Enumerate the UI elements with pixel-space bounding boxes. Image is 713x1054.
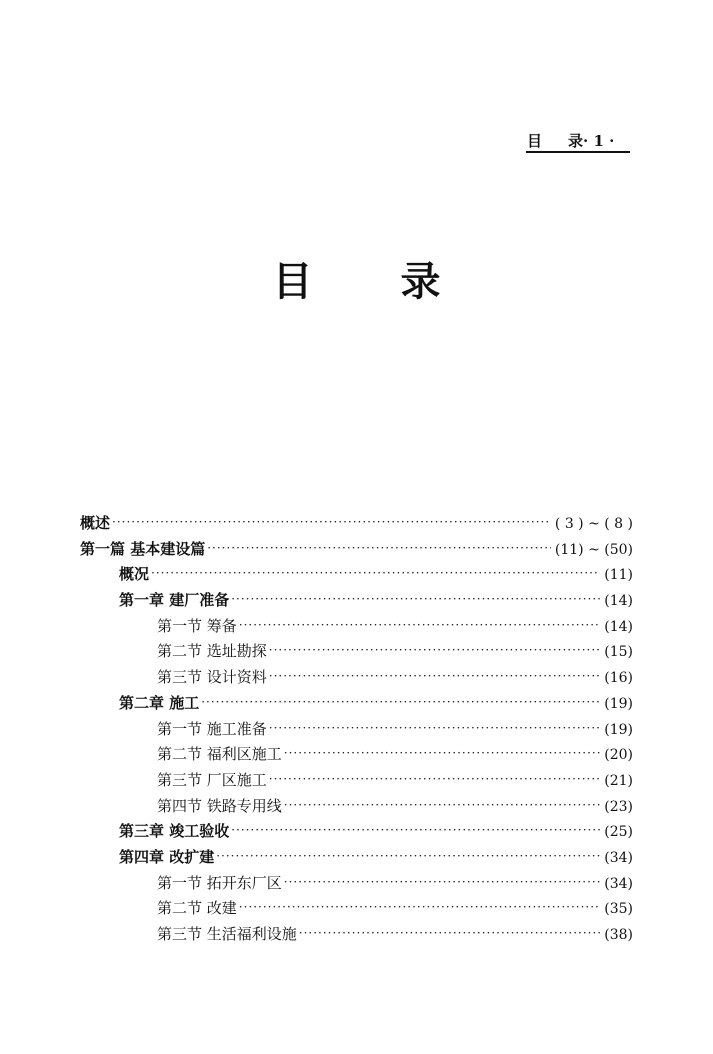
toc-entry[interactable] — [80, 897, 633, 923]
toc-entry-pages: (14) — [604, 618, 633, 635]
toc-leader-dots — [269, 769, 600, 784]
toc-entry-label: 概述 — [80, 514, 111, 532]
toc-entry-pages: (19) — [604, 721, 633, 738]
toc-entry-pages: (38) — [604, 927, 633, 943]
toc-leader-dots — [216, 846, 600, 861]
toc-entry-pages: (19) — [604, 695, 633, 712]
toc-entry-label: 第二节 改建 — [157, 899, 237, 918]
toc-entry-pages: (14) — [604, 593, 633, 610]
page-title — [0, 250, 713, 307]
toc-entry[interactable] — [80, 615, 633, 641]
toc-entry-pages: (34) — [604, 875, 633, 892]
header-rule — [526, 151, 630, 153]
toc-entry-pages: ( 3 ) ~ ( 8 ) — [554, 516, 633, 532]
running-page-number: · 1 · — [583, 132, 615, 150]
toc-entry[interactable] — [80, 923, 633, 949]
toc-entry[interactable] — [80, 640, 633, 666]
toc-entry-pages: (11) — [604, 567, 633, 584]
toc-leader-dots — [269, 718, 600, 733]
page-title-char1: 目 — [272, 259, 313, 305]
toc-entry[interactable] — [80, 512, 633, 538]
toc-entry[interactable] — [80, 846, 633, 872]
toc-entry-label: 第一节 施工准备 — [157, 719, 267, 738]
toc-leader-dots — [239, 897, 600, 912]
toc-leader-dots — [231, 589, 600, 604]
toc-leader-dots — [269, 640, 600, 655]
toc-leader-dots — [284, 872, 600, 887]
toc-entry[interactable] — [80, 666, 633, 692]
toc-entry-pages: (16) — [604, 670, 633, 687]
toc-entry-label: 第三节 设计资料 — [157, 668, 267, 687]
toc-leader-dots — [151, 563, 600, 578]
toc-entry-pages: (11) ~ (50) — [554, 541, 633, 558]
toc-entry[interactable] — [80, 589, 633, 615]
running-title-char1: 目 — [527, 132, 543, 150]
toc-leader-dots — [299, 923, 600, 938]
toc-entry-label: 第四章 改扩建 — [119, 847, 215, 866]
toc-entry[interactable] — [80, 820, 633, 846]
toc-entry-pages: (23) — [604, 798, 633, 815]
toc-entry-label: 第一篇 基本建设篇 — [80, 539, 206, 558]
toc-entry-label: 第四节 铁路专用线 — [157, 796, 282, 815]
toc-entry-label: 第三节 厂区施工 — [157, 770, 267, 789]
toc-entry-pages: (34) — [604, 849, 633, 866]
running-header — [527, 130, 614, 151]
toc-entry[interactable] — [80, 692, 633, 718]
toc-entry-label: 第三节 生活福利设施 — [157, 925, 297, 943]
toc-leader-dots — [231, 820, 600, 835]
toc-entry[interactable] — [80, 743, 633, 769]
toc-entry[interactable] — [80, 795, 633, 821]
toc-entry[interactable] — [80, 538, 633, 564]
toc-entry-label: 第二节 福利区施工 — [157, 745, 282, 764]
toc-entry-pages: (21) — [604, 772, 633, 789]
toc-entry-pages: (25) — [604, 824, 633, 841]
toc-entry[interactable] — [80, 769, 633, 795]
toc-entry-label: 第二章 施工 — [119, 693, 200, 712]
toc-entry[interactable] — [80, 872, 633, 898]
toc-leader-dots — [207, 538, 551, 553]
page-title-char2: 录 — [400, 259, 441, 305]
toc-leader-dots — [284, 795, 600, 810]
toc-entry[interactable] — [80, 718, 633, 744]
toc-entry-label: 第三章 竣工验收 — [119, 822, 230, 841]
toc-entry-pages: (35) — [604, 901, 633, 918]
toc-entry-label: 第一章 建厂准备 — [119, 591, 230, 610]
running-title-char2: 录 — [568, 132, 584, 150]
toc-leader-dots — [112, 512, 551, 527]
toc-entry-label: 概况 — [119, 565, 150, 584]
toc-leader-dots — [201, 692, 600, 707]
toc-leader-dots — [284, 743, 600, 758]
toc-entry-label: 第二节 选址勘探 — [157, 642, 267, 661]
table-of-contents — [80, 512, 633, 949]
toc-leader-dots — [239, 615, 600, 630]
toc-entry-pages: (15) — [604, 644, 633, 661]
toc-entry-pages: (20) — [604, 747, 633, 764]
toc-entry-label: 第一节 拓开东厂区 — [157, 873, 282, 892]
toc-entry-label: 第一节 筹备 — [157, 616, 237, 635]
toc-leader-dots — [269, 666, 600, 681]
toc-entry[interactable] — [80, 563, 633, 589]
